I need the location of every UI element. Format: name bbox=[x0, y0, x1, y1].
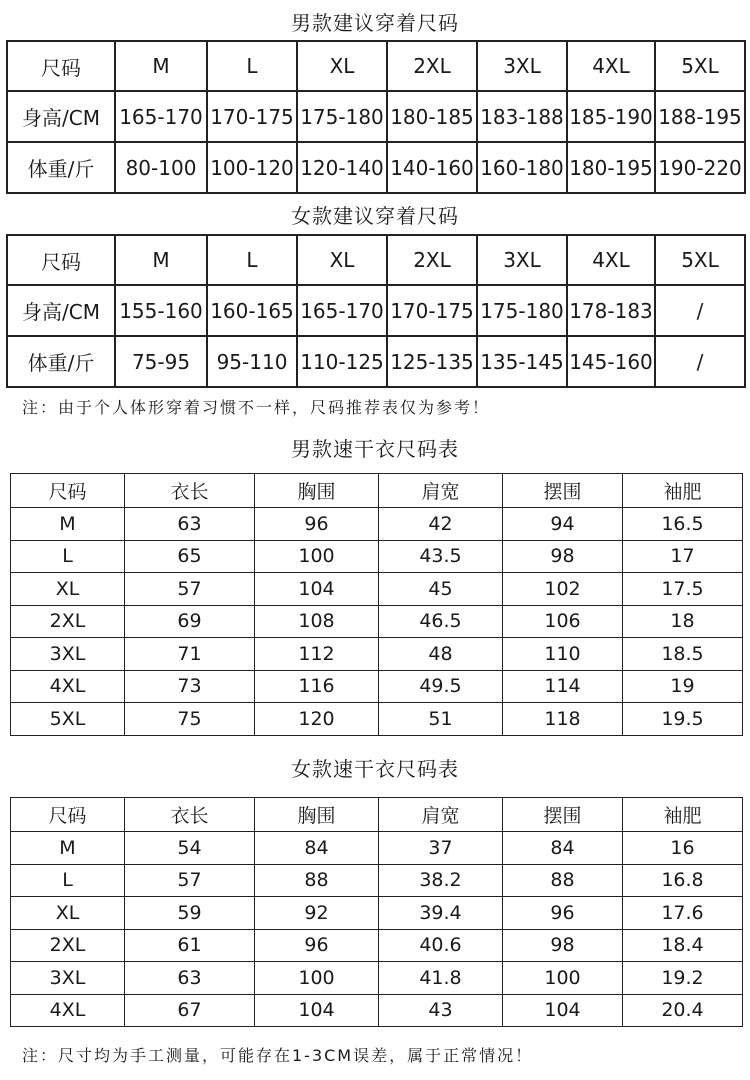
table-cell: 肩宽 bbox=[379, 798, 503, 832]
table-cell: 96 bbox=[255, 508, 379, 541]
table-cell: 袖肥 bbox=[623, 798, 743, 832]
table-cell: 180-185 bbox=[387, 91, 477, 142]
table-cell: 80-100 bbox=[115, 142, 207, 193]
table-cell: 20.4 bbox=[623, 994, 743, 1027]
table-cell: / bbox=[655, 285, 745, 336]
table-row bbox=[11, 832, 743, 865]
table-cell: 145-160 bbox=[567, 336, 655, 387]
table-cell: 84 bbox=[503, 832, 623, 865]
table-cell: 肩宽 bbox=[379, 474, 503, 508]
table-cell: 衣长 bbox=[125, 474, 255, 508]
table-cell: 170-175 bbox=[387, 285, 477, 336]
table-cell: 63 bbox=[125, 962, 255, 995]
table-cell: 胸围 bbox=[255, 474, 379, 508]
table-cell: 140-160 bbox=[387, 142, 477, 193]
table-cell: 尺码 bbox=[7, 235, 115, 285]
table-cell: 43 bbox=[379, 994, 503, 1027]
table-cell: 身高/CM bbox=[7, 285, 115, 336]
table-row bbox=[11, 929, 743, 962]
table-cell: 120-140 bbox=[297, 142, 387, 193]
table-cell: 57 bbox=[125, 573, 255, 606]
table-cell: M bbox=[11, 508, 125, 541]
table-cell: 4XL bbox=[567, 235, 655, 285]
table-row bbox=[11, 962, 743, 995]
table-cell: 102 bbox=[503, 573, 623, 606]
table-cell: 57 bbox=[125, 864, 255, 897]
table-cell: 84 bbox=[255, 832, 379, 865]
table-cell: 104 bbox=[255, 573, 379, 606]
table-cell: 袖肥 bbox=[623, 474, 743, 508]
table-row bbox=[11, 508, 743, 541]
table-cell: 2XL bbox=[387, 41, 477, 91]
table-cell: 95-110 bbox=[207, 336, 297, 387]
table-cell: 110 bbox=[503, 638, 623, 671]
table-cell: 17 bbox=[623, 540, 743, 573]
table-cell: 69 bbox=[125, 605, 255, 638]
table-cell: 100 bbox=[255, 962, 379, 995]
table-cell: XL bbox=[11, 897, 125, 930]
women-recommend-table bbox=[6, 234, 746, 388]
table-cell: 46.5 bbox=[379, 605, 503, 638]
table-row bbox=[11, 864, 743, 897]
table-cell: 39.4 bbox=[379, 897, 503, 930]
table-row bbox=[11, 573, 743, 606]
table-cell: 188-195 bbox=[655, 91, 745, 142]
table-cell: 178-183 bbox=[567, 285, 655, 336]
table-row bbox=[7, 142, 745, 193]
table-cell: 170-175 bbox=[207, 91, 297, 142]
table-cell: 3XL bbox=[11, 638, 125, 671]
table-cell: M bbox=[11, 832, 125, 865]
table-cell: 92 bbox=[255, 897, 379, 930]
table-cell: 18.4 bbox=[623, 929, 743, 962]
table-cell: 118 bbox=[503, 703, 623, 736]
table-cell: 17.6 bbox=[623, 897, 743, 930]
table-row bbox=[11, 540, 743, 573]
table-cell: 5XL bbox=[655, 235, 745, 285]
table-cell: 96 bbox=[255, 929, 379, 962]
table-cell: 体重/斤 bbox=[7, 336, 115, 387]
table-cell: L bbox=[11, 864, 125, 897]
table-cell: 45 bbox=[379, 573, 503, 606]
table-cell: 160-165 bbox=[207, 285, 297, 336]
men-quickdry-title: 男款速干衣尺码表 bbox=[291, 437, 459, 461]
table-cell: 胸围 bbox=[255, 798, 379, 832]
table-cell: 54 bbox=[125, 832, 255, 865]
table-cell: 104 bbox=[503, 994, 623, 1027]
table-cell: L bbox=[207, 41, 297, 91]
table-cell: 体重/斤 bbox=[7, 142, 115, 193]
table-row bbox=[7, 285, 745, 336]
table-cell: 165-170 bbox=[297, 285, 387, 336]
table-cell: 67 bbox=[125, 994, 255, 1027]
women-quickdry-table bbox=[10, 797, 743, 1027]
table-cell: 155-160 bbox=[115, 285, 207, 336]
table-cell: 112 bbox=[255, 638, 379, 671]
table-cell: 3XL bbox=[477, 235, 567, 285]
table-header-row bbox=[11, 474, 743, 508]
table-cell: 160-180 bbox=[477, 142, 567, 193]
table-row bbox=[7, 91, 745, 142]
table-row bbox=[11, 638, 743, 671]
table-cell: 65 bbox=[125, 540, 255, 573]
table-cell: XL bbox=[11, 573, 125, 606]
table-cell: L bbox=[11, 540, 125, 573]
table-cell: 180-195 bbox=[567, 142, 655, 193]
table-cell: 2XL bbox=[11, 929, 125, 962]
table-cell: 4XL bbox=[567, 41, 655, 91]
table-row bbox=[11, 897, 743, 930]
table-cell: 尺码 bbox=[7, 41, 115, 91]
table-cell: 2XL bbox=[11, 605, 125, 638]
table-cell: 2XL bbox=[387, 235, 477, 285]
table-cell: 摆围 bbox=[503, 798, 623, 832]
table-cell: 100-120 bbox=[207, 142, 297, 193]
table-cell: 175-180 bbox=[297, 91, 387, 142]
table-cell: 43.5 bbox=[379, 540, 503, 573]
table-cell: 175-180 bbox=[477, 285, 567, 336]
table-cell: 100 bbox=[255, 540, 379, 573]
table-cell: 19 bbox=[623, 670, 743, 703]
table-cell: 114 bbox=[503, 670, 623, 703]
women-quickdry-title: 女款速干衣尺码表 bbox=[291, 757, 459, 781]
table-cell: 5XL bbox=[655, 41, 745, 91]
table-cell: 3XL bbox=[477, 41, 567, 91]
table-cell: 17.5 bbox=[623, 573, 743, 606]
table-cell: XL bbox=[297, 235, 387, 285]
table-cell: 3XL bbox=[11, 962, 125, 995]
table-cell: 尺码 bbox=[11, 798, 125, 832]
table-cell: 41.8 bbox=[379, 962, 503, 995]
table-cell: 135-145 bbox=[477, 336, 567, 387]
table-cell: 88 bbox=[503, 864, 623, 897]
table-cell: 16.8 bbox=[623, 864, 743, 897]
table-cell: XL bbox=[297, 41, 387, 91]
table-cell: M bbox=[115, 235, 207, 285]
men-recommend-table bbox=[6, 40, 746, 194]
table-cell: 衣长 bbox=[125, 798, 255, 832]
table-cell: 18 bbox=[623, 605, 743, 638]
table-cell: 190-220 bbox=[655, 142, 745, 193]
table-row bbox=[11, 994, 743, 1027]
table-cell: 125-135 bbox=[387, 336, 477, 387]
table-cell: 16 bbox=[623, 832, 743, 865]
table-cell: L bbox=[207, 235, 297, 285]
table-cell: 98 bbox=[503, 929, 623, 962]
table-cell: / bbox=[655, 336, 745, 387]
table-row bbox=[7, 336, 745, 387]
table-cell: 19.2 bbox=[623, 962, 743, 995]
women-recommend-title: 女款建议穿着尺码 bbox=[291, 204, 459, 228]
table-cell: 71 bbox=[125, 638, 255, 671]
table-cell: 88 bbox=[255, 864, 379, 897]
table-cell: 37 bbox=[379, 832, 503, 865]
table-cell: 49.5 bbox=[379, 670, 503, 703]
table-cell: 100 bbox=[503, 962, 623, 995]
table-cell: 42 bbox=[379, 508, 503, 541]
table-cell: 108 bbox=[255, 605, 379, 638]
table-cell: 40.6 bbox=[379, 929, 503, 962]
table-cell: 51 bbox=[379, 703, 503, 736]
table-cell: 75-95 bbox=[115, 336, 207, 387]
table-cell: 4XL bbox=[11, 670, 125, 703]
table-cell: M bbox=[115, 41, 207, 91]
table-cell: 75 bbox=[125, 703, 255, 736]
men-recommend-title: 男款建议穿着尺码 bbox=[291, 11, 459, 35]
table-cell: 4XL bbox=[11, 994, 125, 1027]
table-cell: 63 bbox=[125, 508, 255, 541]
table-cell: 116 bbox=[255, 670, 379, 703]
recommend-note: 注：由于个人体形穿着习惯不一样，尺码推荐表仅为参考！ bbox=[22, 398, 491, 417]
table-cell: 185-190 bbox=[567, 91, 655, 142]
table-cell: 38.2 bbox=[379, 864, 503, 897]
table-cell: 身高/CM bbox=[7, 91, 115, 142]
measurement-note: 注：尺寸均为手工测量，可能存在1-3CM误差，属于正常情况！ bbox=[22, 1046, 534, 1065]
table-header-row bbox=[7, 235, 745, 285]
table-cell: 5XL bbox=[11, 703, 125, 736]
table-cell: 73 bbox=[125, 670, 255, 703]
table-cell: 16.5 bbox=[623, 508, 743, 541]
table-cell: 106 bbox=[503, 605, 623, 638]
men-quickdry-table bbox=[10, 473, 743, 736]
table-cell: 48 bbox=[379, 638, 503, 671]
table-cell: 摆围 bbox=[503, 474, 623, 508]
table-cell: 18.5 bbox=[623, 638, 743, 671]
table-header-row bbox=[11, 798, 743, 832]
table-row bbox=[11, 703, 743, 736]
table-cell: 104 bbox=[255, 994, 379, 1027]
table-cell: 183-188 bbox=[477, 91, 567, 142]
table-cell: 98 bbox=[503, 540, 623, 573]
table-header-row bbox=[7, 41, 745, 91]
table-cell: 59 bbox=[125, 897, 255, 930]
table-cell: 尺码 bbox=[11, 474, 125, 508]
table-cell: 96 bbox=[503, 897, 623, 930]
table-cell: 110-125 bbox=[297, 336, 387, 387]
table-row bbox=[11, 605, 743, 638]
table-cell: 120 bbox=[255, 703, 379, 736]
table-row bbox=[11, 670, 743, 703]
table-cell: 94 bbox=[503, 508, 623, 541]
table-cell: 165-170 bbox=[115, 91, 207, 142]
table-cell: 61 bbox=[125, 929, 255, 962]
table-cell: 19.5 bbox=[623, 703, 743, 736]
